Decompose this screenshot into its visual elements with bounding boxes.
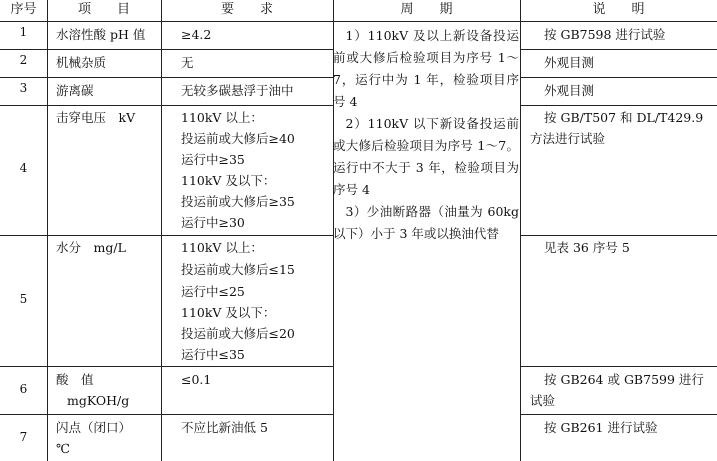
rule-row5-bottom-note (520, 366, 717, 367)
row-2-note: 外观目测 (544, 55, 595, 70)
row-4-req-line: 投运前或大修后≥35 (181, 194, 295, 209)
row-4-req-line: 运行中≥35 (181, 152, 245, 167)
rule-col-item (161, 0, 162, 461)
row-5-note: 见表 36 序号 5 (544, 240, 630, 255)
cycle-merged-cell (333, 25, 519, 245)
row-4-req-line: 投运前或大修后≥40 (181, 131, 295, 146)
row-7-seq: 7 (19, 430, 28, 444)
row-6-seq: 6 (19, 382, 28, 396)
row-4-note-line: 按 GB/T507 和 DL/T429.9 (544, 110, 704, 125)
rule-header-bottom (0, 21, 717, 22)
row-2-seq: 2 (19, 53, 28, 67)
rule-row3-bottom-note (520, 105, 717, 106)
row-4-req-line: 运行中≥30 (181, 215, 245, 230)
row-7-item-line: ℃ (56, 441, 70, 456)
row-1-req: ≥4.2 (181, 27, 212, 42)
header-cycle: 周 期 (400, 2, 453, 17)
rule-row2-bottom (0, 77, 333, 78)
row-5-req-line: 运行中≤25 (181, 284, 245, 299)
row-6-note-line: 试验 (530, 393, 556, 408)
cycle-paragraph-1: 1）110kV 及以上新设备投运前或大修后检验项目为序号 1～7，运行中为 1 年，检验项目序号 4 (333, 28, 519, 109)
row-6-note-line: 按 GB264 或 GB7599 进行 (544, 372, 704, 387)
row-5-req-line: 投运前或大修后≤20 (181, 326, 295, 341)
header-seq: 序号 (10, 2, 37, 17)
row-6-req: ≤0.1 (181, 372, 212, 387)
rule-row4-bottom-note (520, 235, 717, 236)
row-5-seq: 5 (19, 292, 28, 306)
row-3-seq: 3 (19, 81, 28, 95)
row-5-req-line: 110kV 及以下： (181, 305, 276, 320)
row-3-item: 游离碳 (56, 83, 94, 98)
rule-row4-bottom (0, 235, 333, 236)
rule-row1-bottom-note (520, 49, 717, 50)
row-4-item: 击穿电压 kV (56, 110, 136, 125)
row-4-seq: 4 (19, 161, 28, 175)
rule-col-seq (47, 0, 48, 461)
row-4-note-line: 方法进行试验 (530, 131, 606, 146)
row-3-req: 无较多碳悬浮于油中 (181, 83, 294, 98)
row-2-req: 无 (181, 55, 194, 70)
row-4-req-line: 110kV 及以下： (181, 173, 276, 188)
row-3-note: 外观目测 (544, 83, 595, 98)
rule-row6-bottom-note (520, 414, 717, 415)
row-5-item: 水分 mg/L (56, 240, 126, 255)
row-7-note: 按 GB261 进行试验 (544, 420, 658, 435)
row-2-item: 机械杂质 (56, 55, 107, 70)
cycle-paragraph-3: 3）少油断路器（油量为 60kg 以下）小于 3 年或以换油代替 (333, 204, 519, 241)
cycle-paragraph-2: 2）110kV 以下新设备投运前或大修后检验项目为序号 1～7。运行中不大于 3 年，检验项目为序号 4 (333, 116, 519, 197)
row-7-item-line: 闪点（闭口） (56, 420, 132, 435)
row-5-req-line: 运行中≤35 (181, 347, 245, 362)
header-item: 项 目 (77, 2, 130, 17)
row-4-req-line: 110kV 以上： (181, 110, 263, 125)
row-5-req-line: 投运前或大修后≤15 (181, 262, 295, 277)
rule-col-cycle (520, 0, 521, 461)
row-1-item: 水溶性酸 pH 值 (56, 27, 146, 42)
row-6-item-line: mgKOH/g (67, 393, 130, 408)
row-1-note: 按 GB7598 进行试验 (544, 27, 666, 42)
rule-row2-bottom-note (520, 77, 717, 78)
row-6-item-line: 酸 值 (56, 372, 94, 387)
rule-row6-bottom (0, 414, 333, 415)
row-1-seq: 1 (19, 25, 28, 39)
header-requirement: 要 求 (220, 2, 273, 17)
rule-row5-bottom (0, 366, 333, 367)
row-5-req-line: 110kV 以上： (181, 240, 263, 255)
rule-row1-bottom (0, 49, 333, 50)
rule-row3-bottom (0, 105, 333, 106)
row-7-req: 不应比新油低 5 (181, 420, 268, 435)
header-note: 说 明 (592, 2, 645, 17)
